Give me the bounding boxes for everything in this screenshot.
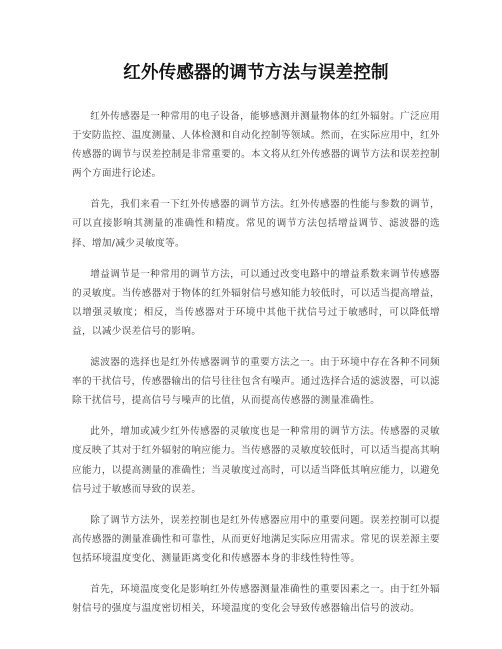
paragraph-gain-adjustment: 增益调节是一种常用的调节方法，可以通过改变电路中的增益系数来调节传感器的灵敏度。当传感器对于物体的红外辐射信号感知能力较低时，可以适当提高增益，以增强灵敏度；相反，当传感器对于环境中其他干扰信号过于敏感时，可以降低增益，以减少误差信号的影响。 bbox=[72, 268, 440, 337]
paragraph-intro: 红外传感器是一种常用的电子设备，能够感测并测量物体的红外辐射。广泛应用于安防监控、温度测量、人体检测和自动化控制等领域。然而，在实际应用中，红外传感器的调节与误差控制是非常重要的。本文将从红外传感器的调节方法和误差控制两个方面进行论述。 bbox=[72, 111, 440, 180]
paragraph-temperature: 首先，环境温度变化是影响红外传感器测量准确性的重要因素之一。由于红外辐射信号的强度与温度密切相关，环境温度的变化会导致传感器输出信号的波动。 bbox=[72, 583, 440, 615]
document-title: 红外传感器的调节方法与误差控制 bbox=[123, 63, 389, 83]
paragraph-sensitivity: 此外，增加或减少红外传感器的灵敏度也是一种常用的调节方法。传感器的灵敏度反映了其对于红外辐射的响应能力。当传感器的灵敏度较低时，可以适当提高其响应能力，以提高测量的准确性；当灵敏度过高时，可以适当降低其响应能力，以避免信号过于敏感而导致的误差。 bbox=[72, 426, 440, 495]
paragraph-adjustment-methods: 首先，我们来看一下红外传感器的调节方法。红外传感器的性能与参数的调节，可以直接影响其测量的准确性和精度。常见的调节方法包括增益调节、滤波器的选择、增加/减少灵敏度等。 bbox=[72, 199, 440, 249]
paragraph-error-control: 除了调节方法外，误差控制也是红外传感器应用中的重要问题。误差控制可以提高传感器的测量准确性和可靠性，从而更好地满足实际应用需求。常见的误差源主要包括环境温度变化、测量距离变化和传感器本身的非线性特性等。 bbox=[72, 514, 440, 564]
paragraph-filter-selection: 滤波器的选择也是红外传感器调节的重要方法之一。由于环境中存在各种不同频率的干扰信号，传感器输出的信号往往包含有噪声。通过选择合适的滤波器，可以滤除干扰信号，提高信号与噪声的比值，从而提高传感器的测量准确性。 bbox=[72, 357, 440, 407]
